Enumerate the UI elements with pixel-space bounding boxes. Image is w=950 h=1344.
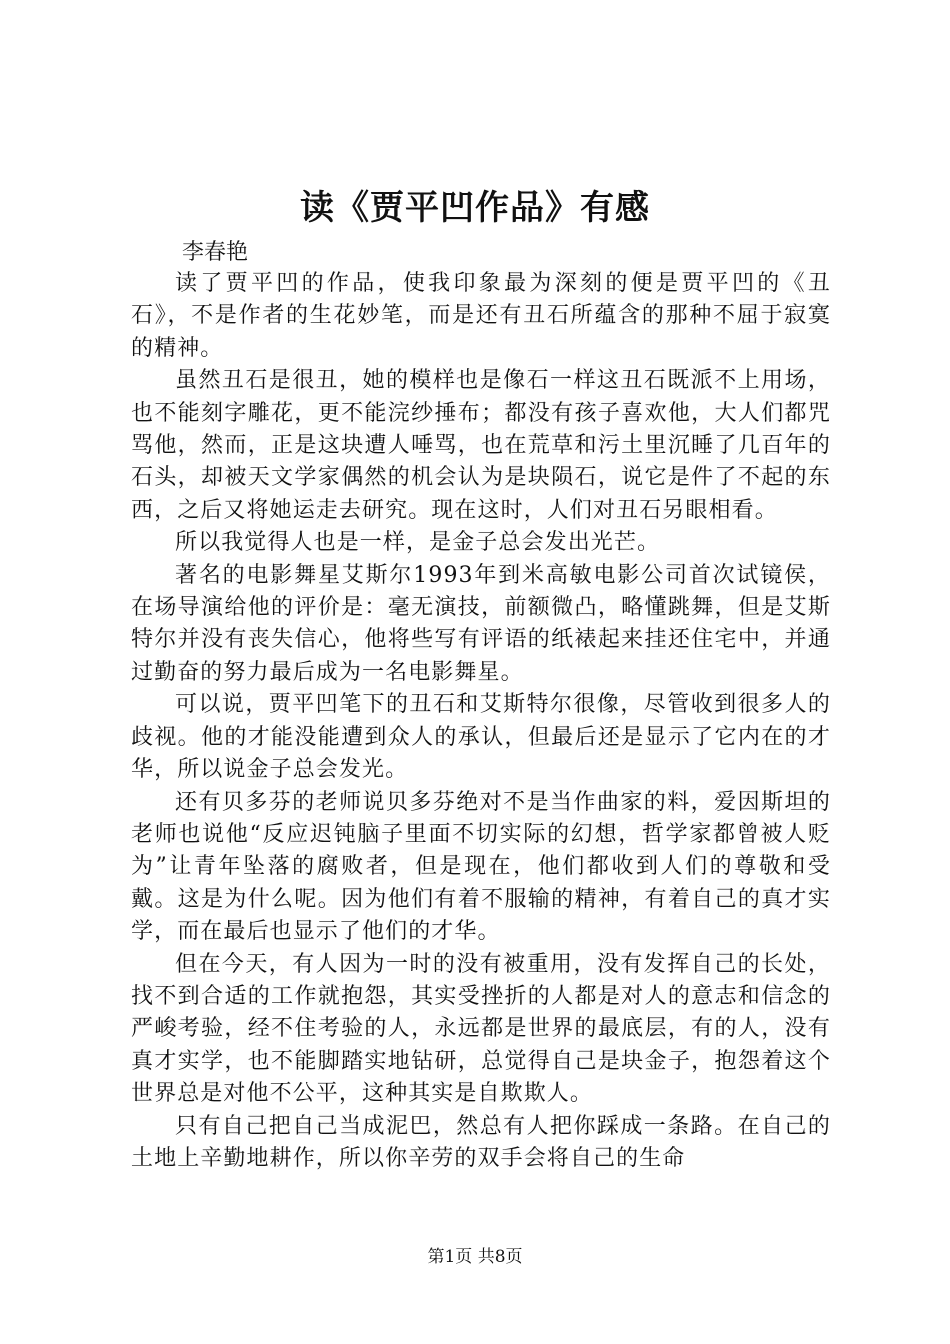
page-number-footer: 第1页 共8页	[427, 1247, 523, 1267]
paragraph: 所以我觉得人也是一样，是金子总会发出光芒。	[175, 530, 661, 556]
paragraph: 但在今天，有人因为一时的没有被重用，没有发挥自己的长处，找不到合适的工作就抱怨，其实受挫折的人都是对人的意志和信念的严峻考验，经不住考验的人，永远都是世界的最底层，有的人，没有真才实学，也不能脚踏实地钻研，总觉得自己是块金子，抱怨着这个世界总是对他不公平，这种其实是自欺欺人。	[131, 951, 831, 1107]
paragraph: 虽然丑石是很丑，她的模样也是像石一样这丑石既派不上用场，也不能刻字雕花，更不能浣纱捶布；都没有孩子喜欢他，大人们都咒骂他，然而，正是这块遭人唾骂，也在荒草和污土里沉睡了几百年的石头，却被天文学家偶然的机会认为是块陨石，说它是件了不起的东西，之后又将她运走去研究。现在这时，人们对丑石另眼相看。	[131, 368, 831, 523]
paragraph: 还有贝多芬的老师说贝多芬绝对不是当作曲家的料，爱因斯坦的老师也说他“反应迟钝脑子里面不切实际的幻想，哲学家都曾被人贬为”让青年坠落的腐败者，但是现在，他们都收到人们的尊敬和受戴。这是为什么呢。因为他们有着不服输的精神，有着自己的真才实学，而在最后也显示了他们的才华。	[131, 789, 831, 945]
author-name: 李春艳	[182, 240, 249, 265]
paragraph: 读了贾平凹的作品，使我印象最为深刻的便是贾平凹的《丑石》，不是作者的生花妙笔，而是还有丑石所蕴含的那种不屈于寂寞的精神。	[131, 271, 831, 361]
paragraph: 著名的电影舞星艾斯尔1993年到米高敏电影公司首次试镜侯，在场导演给他的评价是：毫无演技，前额微凸，略懂跳舞，但是艾斯特尔并没有丧失信心，他将些写有评语的纸裱起来挂还住宅中，并通过勤奋的努力最后成为一名电影舞星。	[131, 562, 831, 685]
document-title: 读《贾平凹作品》有感	[300, 188, 650, 228]
paragraph: 只有自己把自己当成泥巴，然总有人把你踩成一条路。在自己的土地上辛勤地耕作，所以你辛劳的双手会将自己的生命	[131, 1113, 831, 1171]
document-body	[131, 268, 831, 1175]
paragraph: 可以说，贾平凹笔下的丑石和艾斯特尔很像，尽管收到很多人的歧视。他的才能没能遭到众人的承认，但最后还是显示了它内在的才华，所以说金子总会发光。	[131, 692, 831, 783]
